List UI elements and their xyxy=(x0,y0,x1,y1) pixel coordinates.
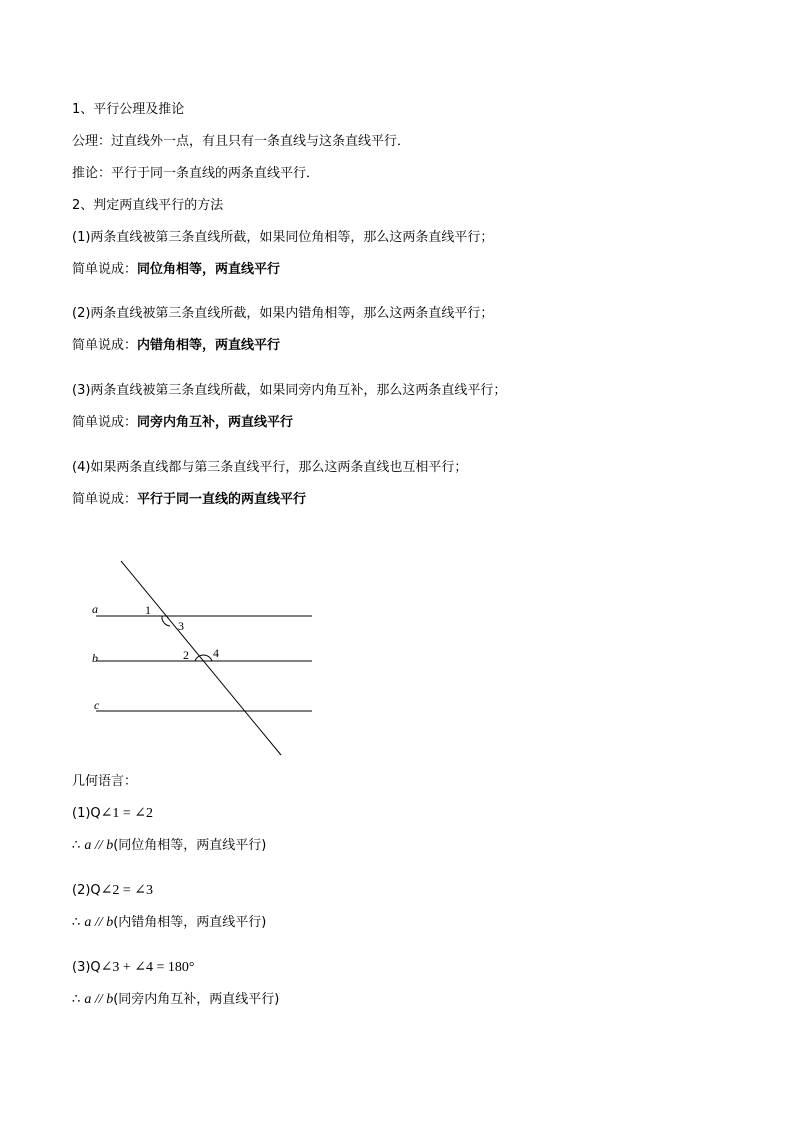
short-rule: 同旁内角互补，两直线平行 xyxy=(137,415,294,430)
section-1-title: 1、平行公理及推论 xyxy=(72,102,185,117)
transversal-line xyxy=(121,561,281,755)
var-a: a xyxy=(84,915,92,930)
short-rule: 平行于同一直线的两直线平行 xyxy=(137,492,307,507)
reason: (同旁内角互补，两直线平行) xyxy=(113,992,280,1007)
condition: ∠1 = ∠2 xyxy=(100,806,154,821)
geo-item-1-conclusion xyxy=(72,837,266,855)
var-a: a xyxy=(84,992,92,1007)
geo-item-1-cond xyxy=(72,805,153,823)
parallel-symbol: // xyxy=(91,992,107,1007)
angle-4-arc xyxy=(195,655,212,661)
geo-item-3-cond xyxy=(72,959,195,977)
angle-label-1: 1 xyxy=(145,603,151,617)
geo-item-3-conclusion xyxy=(72,991,279,1009)
short-rule: 同位角相等，两直线平行 xyxy=(137,262,281,277)
short-prefix: 简单说成： xyxy=(72,492,138,507)
method-4-desc: (4)如果两条直线都与第三条直线平行，那么这两条直线也互相平行； xyxy=(72,460,468,475)
item-number: (3) xyxy=(72,960,91,975)
geo-item-2-cond xyxy=(72,882,153,900)
label-c: c xyxy=(94,698,100,712)
condition: ∠3 + ∠4 = 180° xyxy=(100,960,195,975)
short-rule: 内错角相等，两直线平行 xyxy=(137,338,281,353)
corollary-text: 推论：平行于同一条直线的两条直线平行． xyxy=(72,166,320,181)
var-b: b xyxy=(106,838,114,853)
because-symbol: Q xyxy=(90,960,101,975)
condition: ∠2 = ∠3 xyxy=(100,883,154,898)
because-symbol: Q xyxy=(90,806,101,821)
method-3-desc: (3)两条直线被第三条直线所截，如果同旁内角互补，那么这两条直线平行； xyxy=(72,383,507,398)
section-2-title: 2、判定两直线平行的方法 xyxy=(72,198,224,213)
short-prefix: 简单说成： xyxy=(72,415,138,430)
method-2-desc: (2)两条直线被第三条直线所截，如果内错角相等，那么这两条直线平行； xyxy=(72,306,494,321)
parallel-symbol: // xyxy=(91,915,107,930)
therefore-symbol: ∴ xyxy=(72,992,85,1007)
therefore-symbol: ∴ xyxy=(72,915,85,930)
var-b: b xyxy=(106,915,114,930)
item-number: (2) xyxy=(72,883,91,898)
label-a: a xyxy=(92,602,98,616)
parallel-symbol: // xyxy=(91,838,107,853)
short-prefix: 简单说成： xyxy=(72,338,138,353)
geo-item-2-conclusion xyxy=(72,914,266,932)
axiom-text: 公理：过直线外一点，有且只有一条直线与这条直线平行． xyxy=(72,134,411,149)
therefore-symbol: ∴ xyxy=(72,838,85,853)
angle-3-arc xyxy=(162,616,170,626)
reason: (同位角相等，两直线平行) xyxy=(113,838,267,853)
reason: (内错角相等，两直线平行) xyxy=(113,915,267,930)
method-1-desc: (1)两条直线被第三条直线所截，如果同位角相等，那么这两条直线平行； xyxy=(72,230,494,245)
angle-label-3: 3 xyxy=(178,619,184,633)
angle-label-2: 2 xyxy=(183,648,189,662)
because-symbol: Q xyxy=(90,883,101,898)
geometry-language-title: 几何语言： xyxy=(72,774,138,789)
short-prefix: 简单说成： xyxy=(72,262,138,277)
item-number: (1) xyxy=(72,806,91,821)
angle-label-4: 4 xyxy=(213,646,219,660)
var-a: a xyxy=(84,838,92,853)
var-b: b xyxy=(106,992,114,1007)
label-b: b xyxy=(92,651,98,665)
